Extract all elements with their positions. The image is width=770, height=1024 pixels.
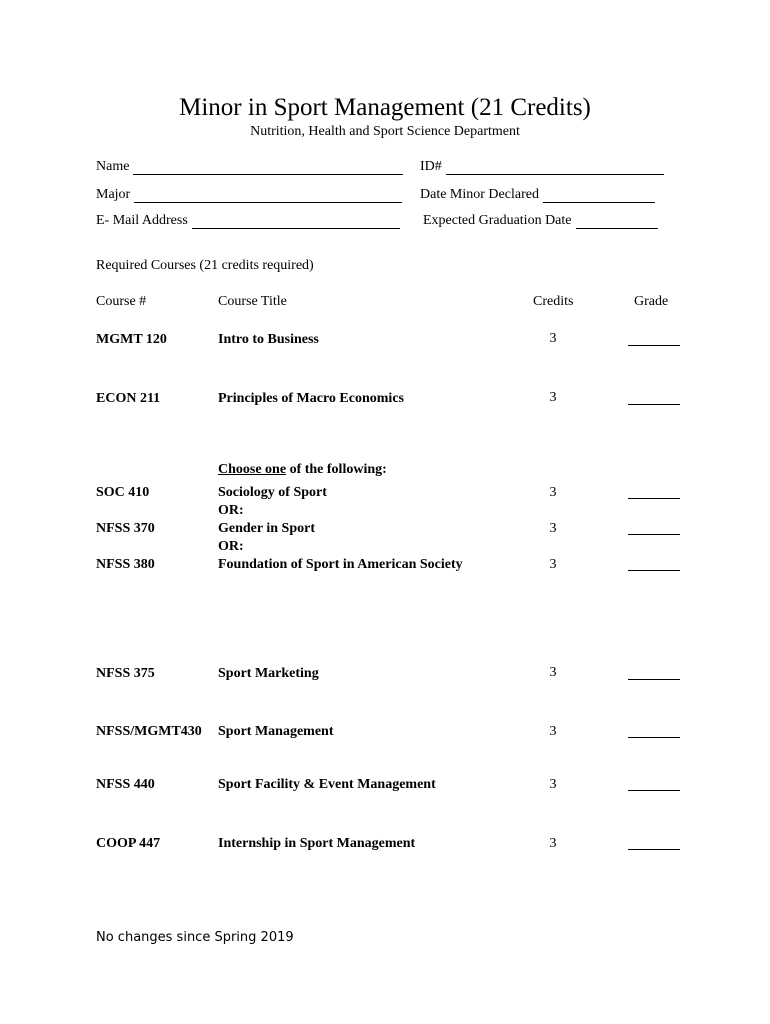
column-grade: Grade xyxy=(634,294,669,309)
course-code: NFSS 440 xyxy=(96,777,155,792)
course-credits: 3 xyxy=(549,557,557,572)
column-course-title: Course Title xyxy=(218,294,287,309)
grade-line[interactable] xyxy=(628,679,680,680)
course-title: Sport Marketing xyxy=(218,666,319,681)
email-input-line[interactable] xyxy=(192,216,400,229)
date-declared-input-line[interactable] xyxy=(543,190,655,203)
id-label: ID# xyxy=(420,159,442,174)
grad-date-input-line[interactable] xyxy=(576,216,658,229)
course-code: ECON 211 xyxy=(96,391,161,406)
course-title: Principles of Macro Economics xyxy=(218,391,404,406)
course-credits: 3 xyxy=(549,521,557,536)
course-code: NFSS/MGMT430 xyxy=(96,724,202,739)
grade-line[interactable] xyxy=(628,534,680,535)
course-code: SOC 410 xyxy=(96,485,150,500)
date-declared-label: Date Minor Declared xyxy=(420,187,539,202)
course-credits: 3 xyxy=(549,665,557,680)
choose-one-heading xyxy=(218,462,387,478)
course-code: NFSS 370 xyxy=(96,521,155,536)
choose-one-rest: of the following: xyxy=(286,462,387,477)
course-title: Sport Management xyxy=(218,724,334,739)
grade-line[interactable] xyxy=(628,404,680,405)
grad-date-field xyxy=(423,213,658,229)
course-title: Sociology of Sport xyxy=(218,485,327,500)
grade-line[interactable] xyxy=(628,790,680,791)
grade-line[interactable] xyxy=(628,737,680,738)
footer-note: No changes since Spring 2019 xyxy=(96,930,294,945)
department-subtitle: Nutrition, Health and Sport Science Department xyxy=(250,124,520,139)
course-code: NFSS 375 xyxy=(96,666,155,681)
name-label: Name xyxy=(96,159,130,174)
major-label: Major xyxy=(96,187,131,202)
course-title: Gender in Sport xyxy=(218,521,315,536)
column-credits: Credits xyxy=(533,294,574,309)
grade-line[interactable] xyxy=(628,498,680,499)
course-title: Foundation of Sport in American Society xyxy=(218,557,463,572)
or-separator: OR: xyxy=(218,503,244,518)
course-credits: 3 xyxy=(549,331,557,346)
email-field xyxy=(96,213,400,229)
course-credits: 3 xyxy=(549,836,557,851)
id-input-line[interactable] xyxy=(446,162,664,175)
major-field xyxy=(96,187,402,203)
or-separator: OR: xyxy=(218,539,244,554)
required-courses-heading: Required Courses (21 credits required) xyxy=(96,258,314,273)
choose-one-underlined: Choose one xyxy=(218,462,287,477)
course-credits: 3 xyxy=(549,777,557,792)
date-declared-field xyxy=(420,187,655,203)
name-field xyxy=(96,159,403,175)
grade-line[interactable] xyxy=(628,849,680,850)
course-title: Sport Facility & Event Management xyxy=(218,777,436,792)
name-input-line[interactable] xyxy=(133,162,403,175)
id-field xyxy=(420,159,664,175)
course-title: Intro to Business xyxy=(218,332,319,347)
course-credits: 3 xyxy=(549,390,557,405)
column-course-number: Course # xyxy=(96,294,147,309)
grade-line[interactable] xyxy=(628,570,680,571)
course-credits: 3 xyxy=(549,724,557,739)
email-label: E- Mail Address xyxy=(96,213,188,228)
course-credits: 3 xyxy=(549,485,557,500)
grade-line[interactable] xyxy=(628,345,680,346)
course-code: MGMT 120 xyxy=(96,332,167,347)
course-code: NFSS 380 xyxy=(96,557,155,572)
course-code: COOP 447 xyxy=(96,836,161,851)
major-input-line[interactable] xyxy=(134,190,402,203)
grad-date-label: Expected Graduation Date xyxy=(423,213,572,228)
course-title: Internship in Sport Management xyxy=(218,836,416,851)
page-title: Minor in Sport Management (21 Credits) xyxy=(179,94,591,121)
